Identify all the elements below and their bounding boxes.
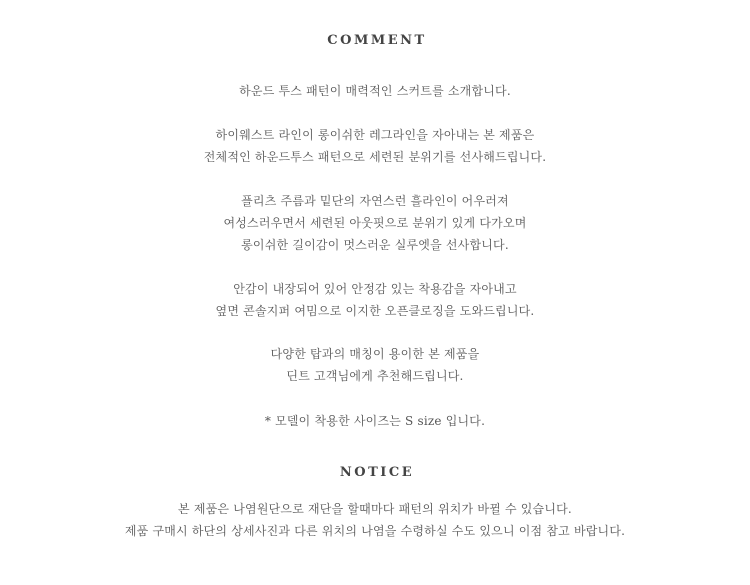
comment-paragraph-model-size	[0, 410, 750, 432]
comment-line: 플리츠 주름과 밑단의 자연스런 흘라인이 어우러져	[241, 194, 509, 208]
comment-line: 하이웨스트 라인이 롱이쉬한 레그라인을 자아내는 본 제품은	[215, 128, 535, 142]
comment-line: 전체적인 하운드투스 패턴으로 세련된 분위기를 선사해드립니다.	[203, 150, 547, 164]
notice-heading: NOTICE	[339, 465, 415, 480]
comment-line: 옆면 콘솔지퍼 여밈으로 이지한 오픈클로징을 도와드립니다.	[215, 304, 535, 318]
comment-line: 여성스러우면서 세련된 아웃핏으로 분위기 있게 다가오며	[223, 216, 527, 230]
comment-paragraph-waist	[0, 124, 750, 168]
notice-paragraph	[0, 498, 750, 542]
notice-line: 본 제품은 나염원단으로 재단을 할때마다 패턴의 위치가 바뀔 수 있습니다.	[178, 502, 572, 516]
comment-paragraph-intro	[0, 80, 750, 102]
comment-line: 롱이쉬한 길이감이 멋스러운 실루엣을 선사합니다.	[241, 238, 509, 252]
comment-line: 다양한 탑과의 매칭이 용이한 본 제품을	[270, 347, 480, 361]
comment-line: * 모델이 착용한 사이즈는 S size 입니다.	[264, 414, 486, 428]
comment-line: 딘트 고객님에게 추천해드립니다.	[286, 369, 464, 383]
comment-line: 하운드 투스 패턴이 매력적인 스커트를 소개합니다.	[239, 84, 511, 98]
comment-paragraph-pleats	[0, 190, 750, 256]
comment-line: 안감이 내장되어 있어 안정감 있는 착용감을 자아내고	[233, 282, 517, 296]
comment-heading: COMMENT	[327, 33, 427, 48]
notice-line: 제품 구매시 하단의 상세사진과 다른 위치의 나염을 수령하실 수도 있으니 이점 참고 바랍니다.	[124, 524, 626, 538]
comment-paragraph-recommend	[0, 343, 750, 387]
comment-paragraph-lining	[0, 278, 750, 322]
